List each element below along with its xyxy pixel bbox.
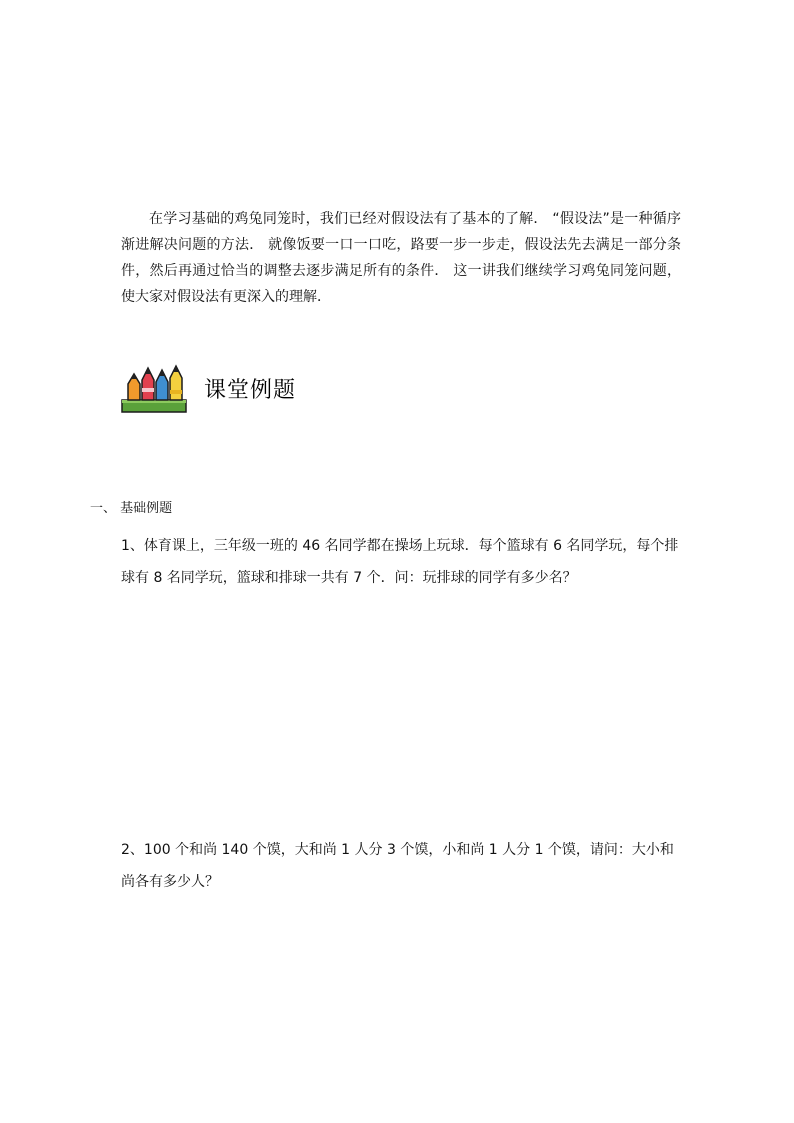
problem-2: 2、100 个和尚 140 个馍，大和尚 1 人分 3 个馍，小和尚 1 人分 1 个馍，请问：大小和尚各有多少人？	[121, 842, 674, 890]
section-title: 课堂例题	[204, 377, 297, 403]
subsection-heading: 一、 基础例题	[90, 501, 173, 516]
pencils-icon	[120, 362, 188, 414]
section-header	[120, 362, 296, 414]
intro-paragraph: 在学习基础的鸡兔同笼时，我们已经对假设法有了基本的了解． “假设法”是一种循序渐进解决问题的方法． 就像饭要一口一口吃，路要一步一步走，假设法先去满足一部分条件，然后再通过恰当的调整去逐步满足所有的条件． 这一讲我们继续学习鸡兔同笼问题，使大家对假设法有更深入的理解．	[121, 211, 681, 305]
problem-1: 1、体育课上，三年级一班的 46 名同学都在操场上玩球．每个篮球有 6 名同学玩，每个排球有 8 名同学玩，篮球和排球一共有 7 个．问：玩排球的同学有多少名？	[121, 538, 679, 586]
